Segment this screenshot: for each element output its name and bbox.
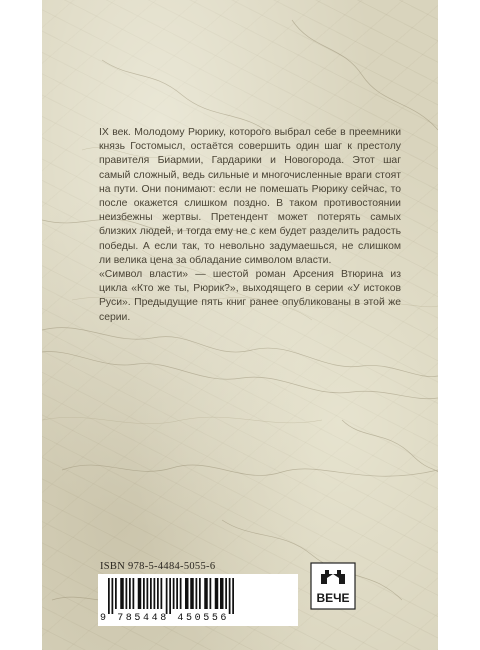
barcode-bars: [106, 578, 292, 614]
back-cover: [42, 0, 438, 650]
description-paragraph-1: IX век. Молодому Рюрику, которого выбрал себе в преемники князь Гостомысл, остаётся совершить один шаг к престолу правителя Биармии, Гардарики и Новогорода. Этот шаг самый сложный, ведь сильные и многочисленные враги стоят на пути. Они понимают: если не помешать Рюрику сейчас, то после окажется слишком поздно. В таком противостоянии неизбежны жертвы. Претендент может потерять самых близких людей, и тогда ему не с кем будет разделить радость победы. А если так, то невольно задумаешься, не слишком ли велика цена за обладание символом власти.: [99, 127, 401, 266]
description-paragraph-2: «Символ власти» — шестой роман Арсения Втюрина из цикла «Кто же ты, Рюрик?», выходящего в серии «У истоков Руси». Предыдущие пять книг ранее опубликованы в этой же серии.: [99, 269, 401, 323]
publisher-tower-logo-icon: [310, 562, 356, 610]
description-text: [99, 126, 401, 325]
publisher-logo-text: ВЕЧЕ: [316, 591, 350, 605]
barcode: [98, 574, 298, 626]
barcode-digits: 9 785448 450556: [100, 613, 230, 624]
marble-texture: [42, 0, 438, 650]
isbn-label: ISBN 978-5-4484-5055-6: [100, 561, 216, 572]
